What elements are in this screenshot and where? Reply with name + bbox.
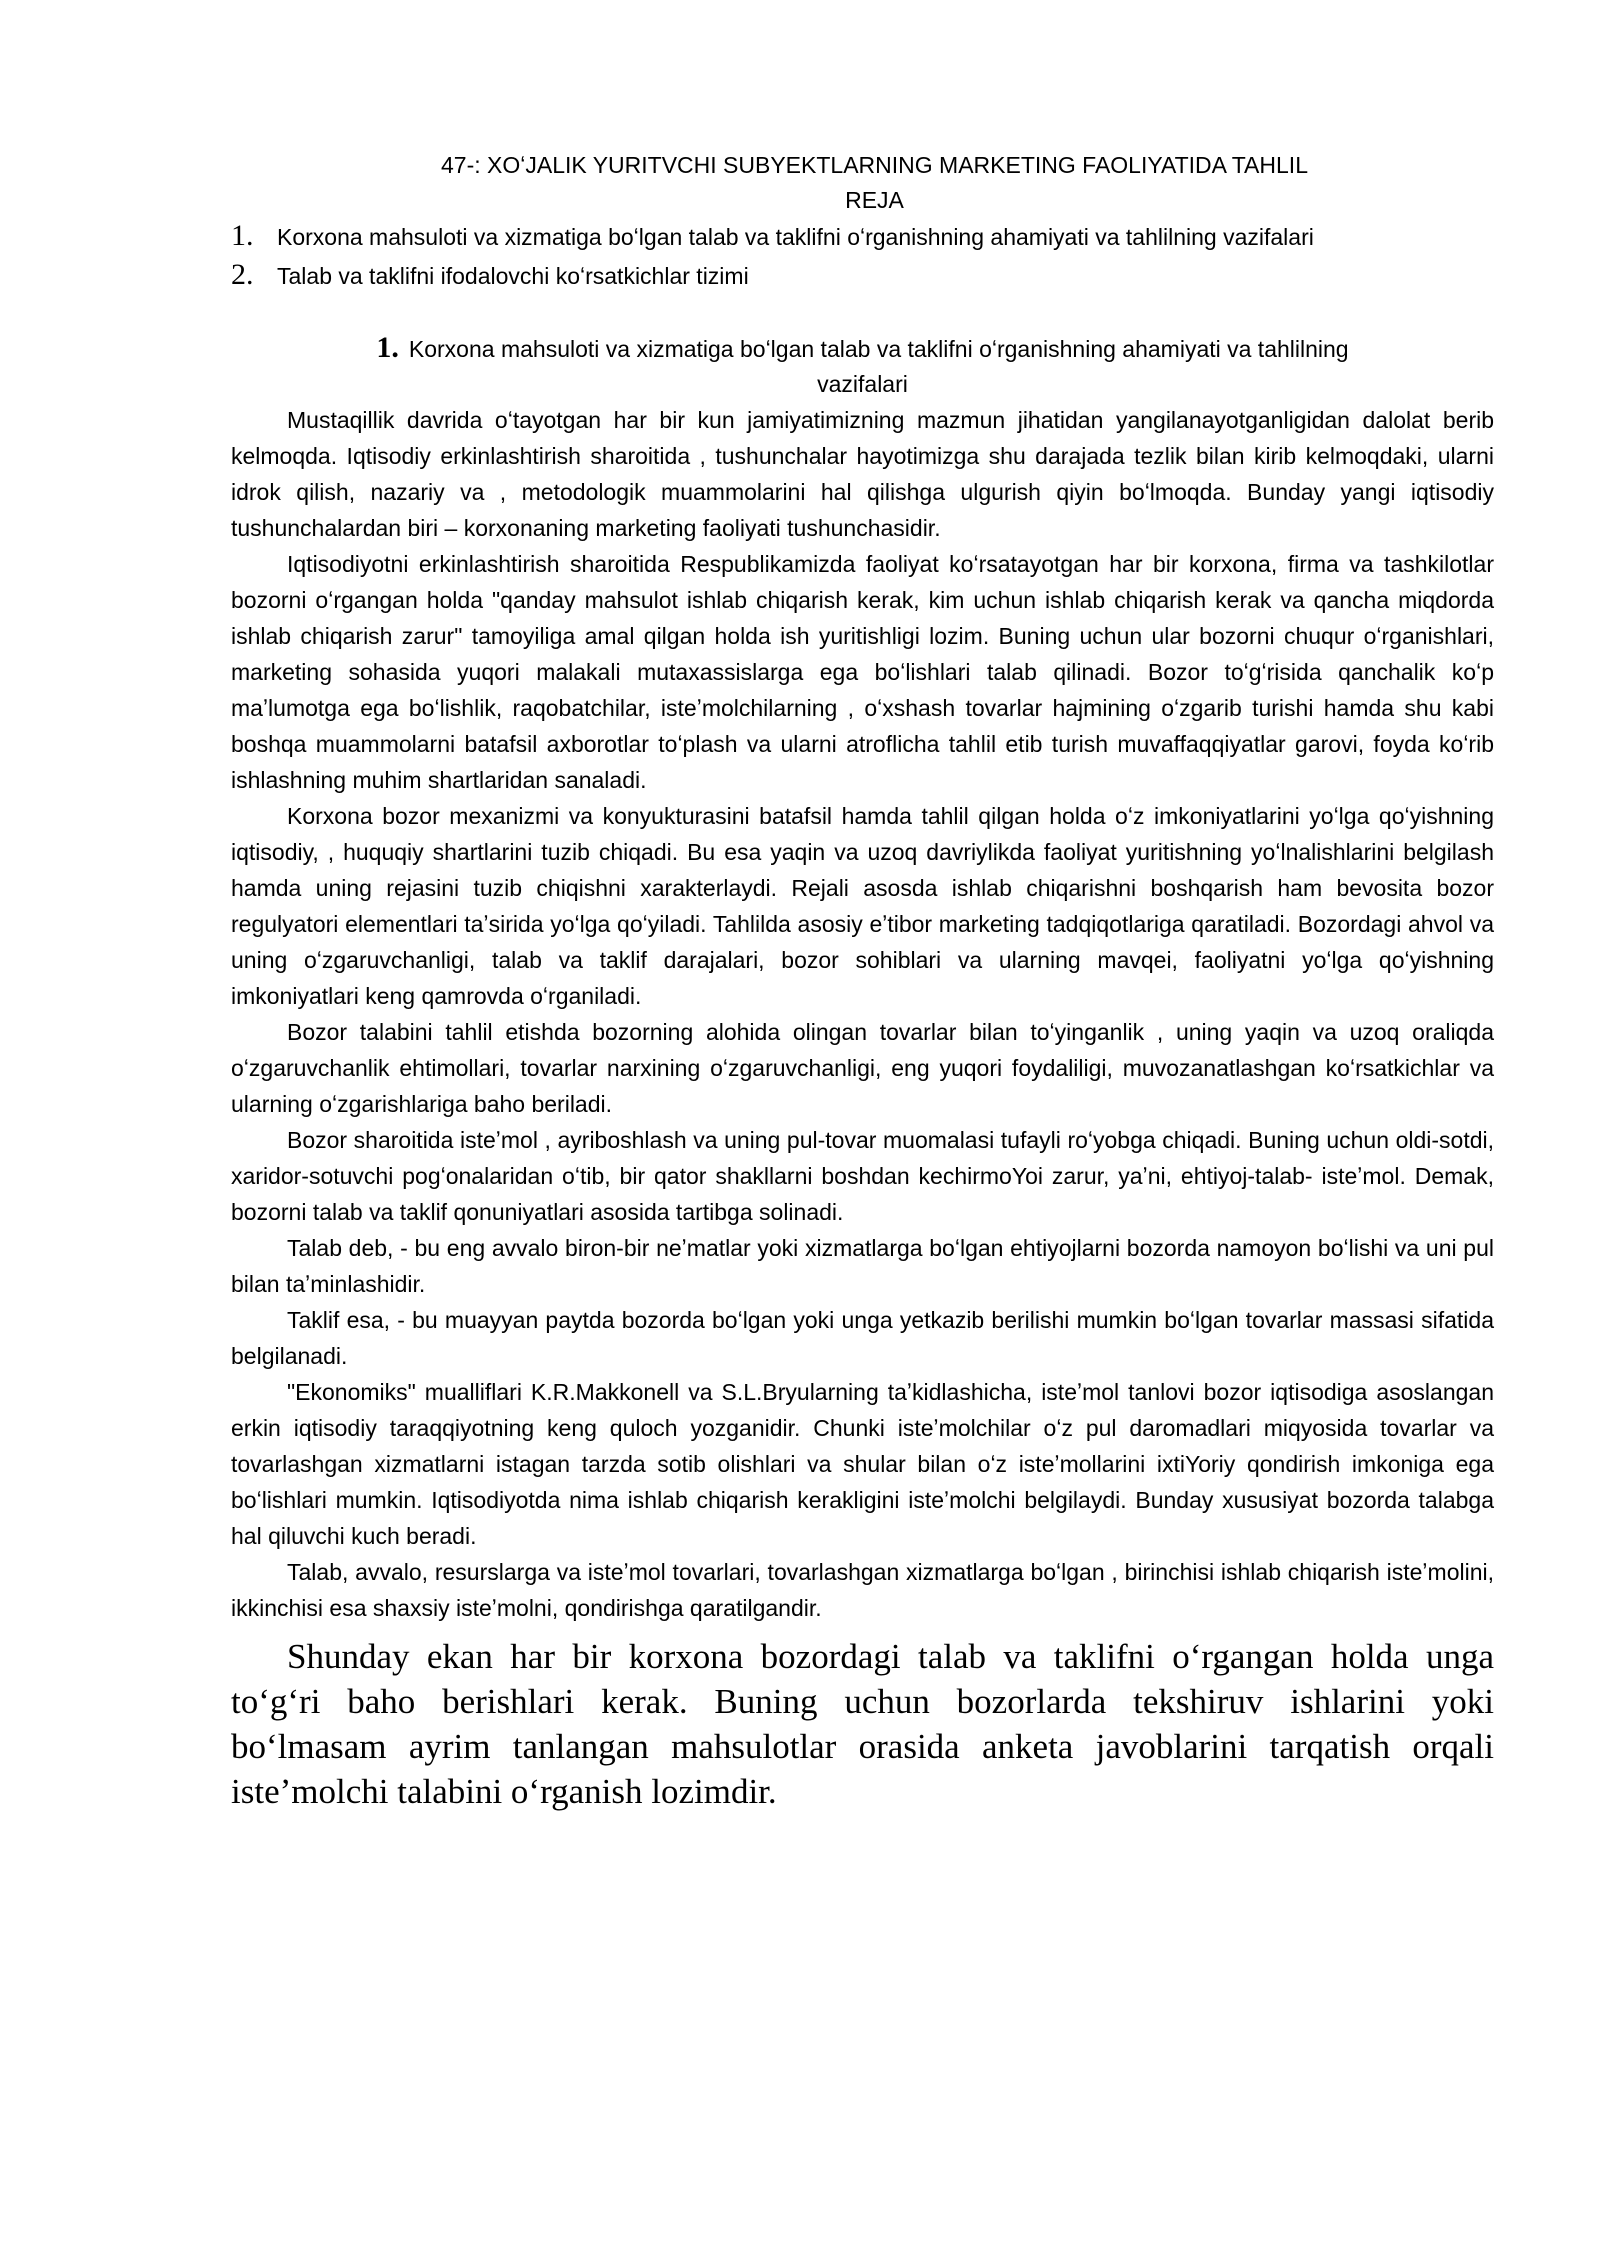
plan-item	[231, 259, 1494, 294]
body-paragraph: Taklif esa, - bu muayyan paytda bozorda boʻlgan yoki unga yetkazib berilishi mumkin boʻlgan tovarlar massasi sifatida belgilanadi.	[231, 1307, 1494, 1369]
section-heading	[231, 330, 1494, 402]
plan-list	[231, 220, 1494, 294]
body-paragraph: Iqtisodiyotni erkinlashtirish sharoitida Respublikamizda faoliyat koʻrsatayotgan har bir korxona, firma va tashkilotlar bozorni oʻrgangan holda "qanday mahsulot ishlab chiqarish kerak, kim uchun ishlab chiqarish kerak va qancha miqdorda ishlab chiqarish zarur" tamoyiliga amal qilgan holda ish yuritishligi lozim. Buning uchun ular bozorni chuqur oʻrganishlari, marketing sohasida yuqori malakali mutaxassislarga ega boʻlishlari talab qilinadi. Bozor toʻgʻrisida qanchalik koʻp maʼlumotga ega boʻlishlik, raqobatchilar, isteʼmolchilarning , oʻxshash tovarlar hajmining oʻzgarib turishi hamda shu kabi boshqa muammolarni batafsil axborotlar toʻplash va ularni atroflicha tahlil etib turish muvaffaqqiyatlar garovi, foyda koʻrib ishlashning muhim shartlaridan sanaladi.	[231, 551, 1494, 793]
body-paragraph: Bozor sharoitida isteʼmol , ayriboshlash va uning pul-tovar muomalasi tufayli roʻyobga chiqadi. Buning uchun oldi-sotdi, xaridor-sotuvchi pogʻonalaridan oʻtib, bir qator shakllarni boshdan kechirmoYoi zarur, yaʼni, ehtiyoj-talab- isteʼmol. Demak, bozorni talab va taklif qonuniyatlari asosida tartibga solinadi.	[231, 1127, 1494, 1225]
body-paragraph: "Ekonomiks" mualliflari K.R.Makkonell va S.L.Bryularning taʼkidlashicha, isteʼmol tanlovi bozor iqtisodiga asoslangan erkin iqtisodiy taraqqiyotning keng quloch yozganidir. Chunki isteʼmolchilar oʻz pul daromadlari miqyosida tovarlar va tovarlashgan xizmatlarni istagan tarzda sotib olishlari va shular bilan oʻz isteʼmollarini ixtiYoriy qondirish imkoniga ega boʻlishlari mumkin. Iqtisodiyotda nima ishlab chiqarish kerakligini isteʼmolchi belgilaydi. Bunday xususiyat bozorda talabga hal qiluvchi kuch beradi.	[231, 1379, 1494, 1549]
body-paragraph: Talab, avvalo, resurslarga va isteʼmol tovarlari, tovarlashgan xizmatlarga boʻlgan , birinchisi ishlab chiqarish isteʼmolini, ikkinchisi esa shaxsiy isteʼmolni, qondirishga qaratilgandir.	[231, 1559, 1494, 1621]
body-paragraph: Bozor talabini tahlil etishda bozorning alohida olingan tovarlar bilan toʻyinganlik , uning yaqin va uzoq oraliqda oʻzgaruvchanlik ehtimollari, tovarlar narxining oʻzgaruvchanligi, eng yuqori foydaliligi, muvozanatlashgan koʻrsatkichlar va ularning oʻzgarishlariga baho beriladi.	[231, 1019, 1494, 1117]
plan-item-number: 2.	[231, 258, 254, 291]
section-number: 1.	[376, 331, 399, 364]
plan-heading: REJA	[845, 187, 904, 213]
plan-item	[231, 220, 1494, 255]
title-line: 47-: XOʻJALIK YURITVCHI SUBYEKTLARNING MARKETING FAOLIYATIDA TAHLIL	[441, 152, 1308, 178]
section-heading-text: Korxona mahsuloti va xizmatiga boʻlgan talab va taklifni oʻrganishning ahamiyati va tahlilning	[408, 336, 1349, 362]
plan-item-text: Talab va taklifni ifodalovchi koʻrsatkichlar tizimi	[277, 263, 749, 289]
closing-paragraph: Shunday ekan har bir korxona bozordagi talab va taklifni oʻrgangan holda unga toʻgʻri baho berishlari kerak. Buning uchun bozorlarda tekshiruv ishlarini yoki boʻlmasam ayrim tanlangan mahsulotlar orasida anketa javoblarini tarqatish orqali isteʼmolchi talabini oʻrganish lozimdir.	[231, 1637, 1494, 1811]
document-content	[231, 148, 1494, 1814]
body-paragraph: Korxona bozor mexanizmi va konyukturasini batafsil hamda tahlil qilgan holda oʻz imkoniyatlarini yoʻlga qoʻyishning iqtisodiy, , huquqiy shartlarini tuzib chiqadi. Bu esa yaqin va uzoq davriylikda faoliyat yuritishning yoʻlnalishlarini belgilash hamda uning rejasini tuzib chiqishni xarakterlaydi. Rejali asosda ishlab chiqarishni boshqarish ham bevosita bozor regulyatori elementlari taʼsirida yoʻlga qoʻyiladi. Tahlilda asosiy eʼtibor marketing tadqiqotlariga qaratiladi. Bozordagi ahvol va uning oʻzgaruvchanligi, talab va taklif darajalari, bozor sohiblari va ularning mavqei, faoliyatni yoʻlga qoʻyishning imkoniyatlari keng qamrovda oʻrganiladi.	[231, 803, 1494, 1009]
body-paragraph: Mustaqillik davrida oʻtayotgan har bir kun jamiyatimizning mazmun jihatidan yangilanayotganligidan dalolat berib kelmoqda. Iqtisodiy erkinlashtirish sharoitida , tushunchalar hayotimizga shu darajada tezlik bilan kirib kelmoqdaki, ularni idrok qilish, nazariy va , metodologik muammolarini hal qilishga ulgurish qiyin boʻlmoqda. Bunday yangi iqtisodiy tushunchalardan biri – korxonaning marketing faoliyati tushunchasidir.	[231, 407, 1494, 541]
plan-item-number: 1.	[231, 219, 254, 252]
document-title	[231, 148, 1494, 218]
body-paragraph: Talab deb, - bu eng avvalo biron-bir neʼmatlar yoki xizmatlarga boʻlgan ehtiyojlarni bozorda namoyon boʻlishi va uni pul bilan taʼminlashidir.	[231, 1235, 1494, 1297]
section-heading-continuation: vazifalari	[817, 371, 908, 397]
plan-item-text: Korxona mahsuloti va xizmatiga boʻlgan talab va taklifni oʻrganishning ahamiyati va tahlilning vazifalari	[277, 224, 1314, 250]
